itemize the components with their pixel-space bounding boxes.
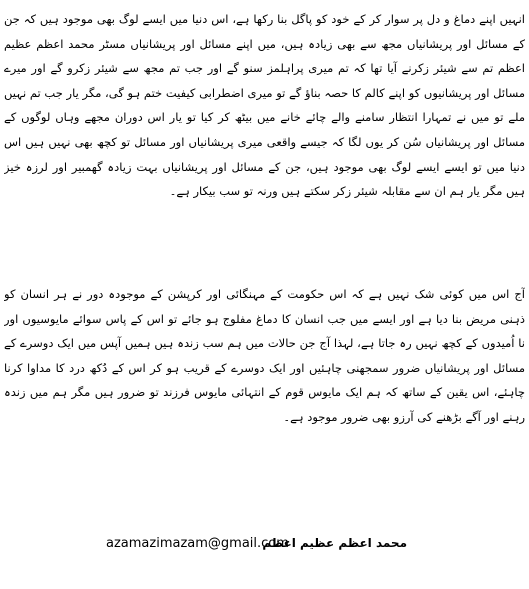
article-paragraph-2: آج اس میں کوئی شک نہیں ہے کہ اس حکومت کے مہنگائی اور کرپشن کے موجودہ دور نے ہر انسان کو ذہنی مریض بنا دیا ہے اور ایسے میں جب انسان کا دماغ مفلوج ہو جائے تو اس کے پاس سوائے مایوسیوں اور نا اُمیدوں کے کچھ نہیں رہ جاتا ہے، لہذا آج جن حالات میں ہم سب زندہ ہیں ہمیں آپس میں ایک دوسرے کے مسائل اور پریشانیاں ضرور سمجھنی چاہئیں اور ایک دوسرے کے قریب ہو کر اس کے دُکھ درد کا مداوا کرنا چاہئے، اس یقین کے ساتھ کہ ہم ایک مایوس قوم کے انتہائی مایوس فرزند تو ضرور ہیں مگر ہم میں زندہ رہنے اور آگے بڑھنے کی آرزو بھی ضرور موجود ہے۔ (4, 287, 525, 424)
author-email: azamazimazam@gmail.com (106, 536, 289, 551)
article-paragraph-1: انہیں اپنے دماغ و دل پر سوار کر کے خود کو پاگل بنا رکھا ہے، اس دنیا میں ایسے لوگ بھی موجود ہیں کہ جن کے مسائل اور پریشانیاں مجھ سے بھی زیادہ ہیں، میں اپنے مسائل اور پریشانیاں مسٹر محمد اعظم عظیم اعظم تم سے شیئر زکرنے آیا تھا کہ تم میری پراہلمز سنو گے اور جب تم مجھ سے شیئر زکرو گے اور میرے مسائل اور پریشانیوں کو اپنے کالم کا حصہ بناؤ گے تو میری اضطرابی کیفیت ختم ہو گی، مگر یار جب تم نہیں ملے تو میں نے تمہارا انتظار سامنے والے چائے خانے میں بیٹھ کر کیا تو یار اس دوران مجھے وہاں لوگوں کے مسائل اور پریشانیاں سُن کر یوں لگا کہ جیسے واقعی میری پریشانیاں اور مسائل تو کچھ بھی نہیں ہیں اس دنیا میں تو ایسے ایسے لوگ بھی موجود ہیں، جن کے مسائل اور پریشانیاں بہت زیادہ گھمبیر اور لرزہ خیز ہیں مگر یار ہم ان سے مقابلہ شیئر زکر سکتے ہیں ورنہ تو سب بیکار ہے۔ (4, 12, 525, 199)
author-name: محمد اعظم عظیم اعظم (262, 536, 407, 550)
